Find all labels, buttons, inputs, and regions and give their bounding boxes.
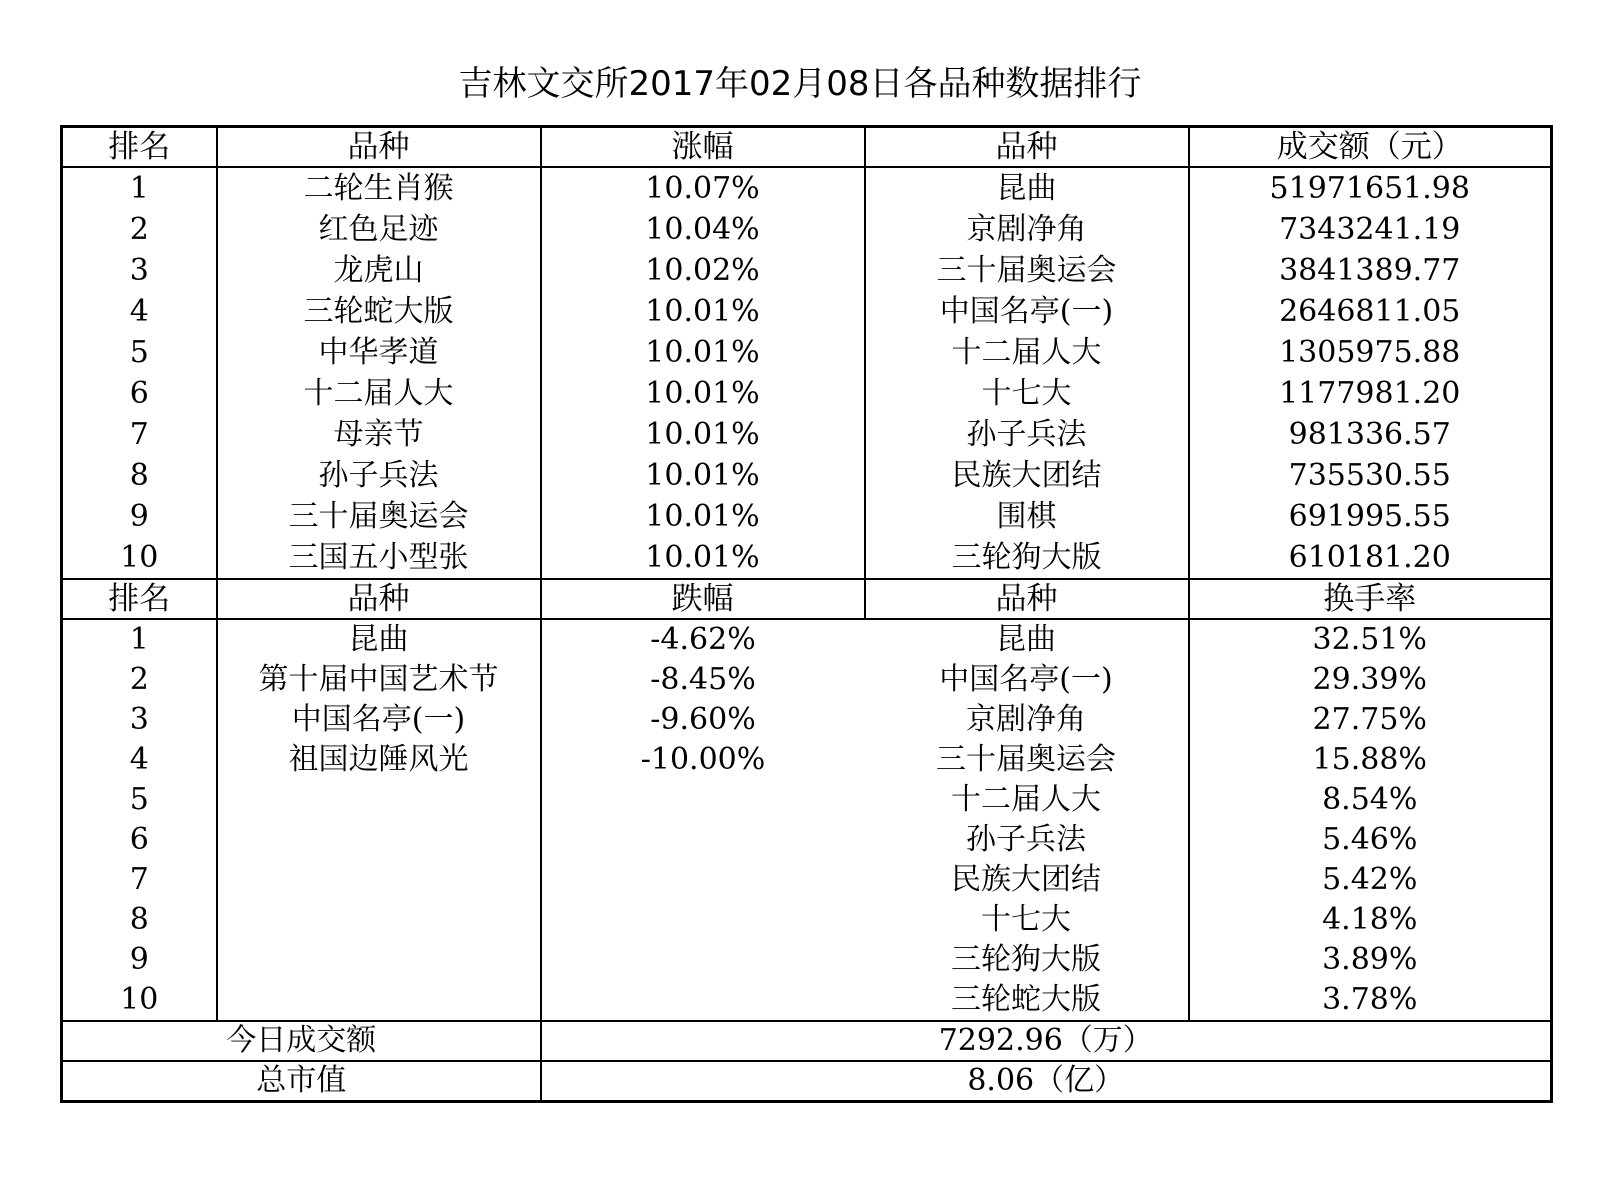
variety-cell: 三国五小型张 [217,537,541,579]
rank-header: 排名 [62,127,217,168]
top-table-row [62,537,1552,579]
turnover-rate-header: 换手率 [1189,579,1552,619]
ranking-table [60,125,1553,1103]
variety-cell [217,820,541,860]
turnover-cell: 691995.55 [1288,498,1451,534]
variety-cell: 十二届人大 [217,373,541,414]
gain-cell: 10.01% [541,496,865,537]
rank-cell: 3 [129,702,149,737]
variety-cell: 龙虎山 [217,250,541,291]
gain-cell: 10.07% [541,167,865,209]
market-value-label: 总市值 [62,1061,541,1102]
bottom-table-row [62,700,1552,740]
rank-cell: 7 [129,416,149,452]
variety-cell: 中国名亭(一) [865,660,1189,700]
decline-cell [541,780,865,820]
rank-cell: 5 [129,782,149,817]
variety-cell: 二轮生肖猴 [217,167,541,209]
variety-header: 品种 [217,579,541,619]
variety-cell [217,900,541,940]
bottom-rows [62,619,1552,1021]
decline-cell [541,820,865,860]
variety-cell: 十七大 [865,900,1189,940]
rank-cell: 2 [129,662,149,697]
variety-cell: 昆曲 [865,619,1189,660]
turnover-cell: 610181.20 [1288,539,1451,575]
gain-cell: 10.01% [541,455,865,496]
rank-cell: 7 [129,862,149,897]
turnover-rate-cell: 5.42% [1322,862,1418,897]
variety-cell: 三轮狗大版 [865,940,1189,980]
turnover-rate-cell: 4.18% [1322,902,1418,937]
variety-cell [217,860,541,900]
bottom-table-row [62,860,1552,900]
variety-cell: 民族大团结 [865,455,1189,496]
turnover-cell: 1305975.88 [1279,334,1461,370]
variety-cell [217,980,541,1021]
rank-cell: 5 [129,334,149,370]
bottom-table-row [62,940,1552,980]
variety-header: 品种 [865,579,1189,619]
turnover-cell: 7343241.19 [1279,211,1461,247]
gain-cell: 10.01% [541,537,865,579]
rank-cell: 9 [129,942,149,977]
variety-cell: 民族大团结 [865,860,1189,900]
decline-header: 跌幅 [541,579,865,619]
bottom-header-row [62,579,1552,619]
variety-cell: 十七大 [865,373,1189,414]
top-header-row [62,127,1552,168]
gain-cell: 10.01% [541,332,865,373]
gain-cell: 10.01% [541,373,865,414]
top-table-row [62,373,1552,414]
gain-cell: 10.01% [541,291,865,332]
top-table-row [62,455,1552,496]
gain-header: 涨幅 [541,127,865,168]
decline-cell: -4.62% [650,622,756,657]
bottom-table-row [62,900,1552,940]
rank-cell: 2 [129,211,149,247]
top-table-row [62,250,1552,291]
variety-cell: 三轮蛇大版 [217,291,541,332]
bottom-table-row [62,780,1552,820]
turnover-cell: 51971651.98 [1269,170,1470,206]
variety-cell [217,940,541,980]
decline-cell: -8.45% [650,662,756,697]
top-table-row [62,332,1552,373]
variety-cell: 十二届人大 [865,780,1189,820]
rank-header: 排名 [62,579,217,619]
variety-cell: 第十届中国艺术节 [217,660,541,700]
rank-cell: 6 [129,375,149,411]
top-section [62,127,1552,168]
today-turnover-row [62,1021,1552,1061]
variety-cell: 三轮狗大版 [865,537,1189,579]
decline-cell: -10.00% [640,742,766,777]
bottom-table-row [62,619,1552,660]
rank-cell: 1 [129,170,149,206]
variety-cell: 中华孝道 [217,332,541,373]
bottom-section [62,579,1552,619]
decline-cell [541,940,865,980]
turnover-cell: 3841389.77 [1279,252,1461,288]
variety-cell: 京剧净角 [865,700,1189,740]
market-value-row [62,1061,1552,1102]
totals-section [62,1021,1552,1102]
decline-cell: -9.60% [650,702,756,737]
decline-cell [541,980,865,1021]
variety-cell: 中国名亭(一) [217,700,541,740]
variety-cell: 孙子兵法 [217,455,541,496]
variety-cell: 母亲节 [217,414,541,455]
top-table-row [62,167,1552,209]
bottom-table-row [62,980,1552,1021]
decline-cell [541,900,865,940]
top-table-row [62,496,1552,537]
bottom-table-row [62,740,1552,780]
top-rows [62,167,1552,579]
rank-cell: 1 [129,622,149,657]
variety-cell [217,780,541,820]
rank-cell: 4 [129,742,149,777]
rank-cell: 9 [129,498,149,534]
rank-cell: 10 [120,982,159,1017]
turnover-rate-cell: 32.51% [1312,622,1427,657]
turnover-cell: 2646811.05 [1279,293,1461,329]
turnover-cell: 981336.57 [1288,416,1451,452]
turnover-rate-cell: 3.78% [1322,982,1418,1017]
variety-cell: 孙子兵法 [865,414,1189,455]
gain-cell: 10.02% [541,250,865,291]
rank-cell: 10 [120,539,159,575]
turnover-header: 成交额（元） [1189,127,1552,168]
gain-cell: 10.01% [541,414,865,455]
rank-cell: 4 [129,293,149,329]
variety-cell: 祖国边陲风光 [217,740,541,780]
variety-cell: 三轮蛇大版 [865,980,1189,1021]
rank-cell: 3 [129,252,149,288]
gain-cell: 10.04% [541,209,865,250]
top-table-row [62,291,1552,332]
top-table-row [62,414,1552,455]
market-value-value: 8.06（亿） [541,1061,1552,1102]
variety-cell: 三十届奥运会 [865,250,1189,291]
variety-cell: 十二届人大 [865,332,1189,373]
turnover-cell: 735530.55 [1288,457,1451,493]
turnover-rate-cell: 5.46% [1322,822,1418,857]
decline-cell [541,860,865,900]
variety-cell: 红色足迹 [217,209,541,250]
rank-cell: 6 [129,822,149,857]
top-table-row [62,209,1552,250]
variety-header: 品种 [865,127,1189,168]
rank-cell: 8 [129,902,149,937]
turnover-rate-cell: 8.54% [1322,782,1418,817]
variety-cell: 围棋 [865,496,1189,537]
variety-cell: 京剧净角 [865,209,1189,250]
bottom-table-row [62,820,1552,860]
turnover-rate-cell: 29.39% [1312,662,1427,697]
turnover-rate-cell: 15.88% [1312,742,1427,777]
today-turnover-value: 7292.96（万） [541,1021,1552,1061]
variety-header: 品种 [217,127,541,168]
turnover-cell: 1177981.20 [1279,375,1461,411]
variety-cell: 昆曲 [217,619,541,660]
variety-cell: 昆曲 [865,167,1189,209]
turnover-rate-cell: 3.89% [1322,942,1418,977]
turnover-rate-cell: 27.75% [1312,702,1427,737]
variety-cell: 孙子兵法 [865,820,1189,860]
page-title: 吉林文交所2017年02月08日各品种数据排行 [458,64,1142,104]
variety-cell: 三十届奥运会 [865,740,1189,780]
today-turnover-label: 今日成交额 [62,1021,541,1061]
variety-cell: 三十届奥运会 [217,496,541,537]
bottom-table-row [62,660,1552,700]
rank-cell: 8 [129,457,149,493]
variety-cell: 中国名亭(一) [865,291,1189,332]
